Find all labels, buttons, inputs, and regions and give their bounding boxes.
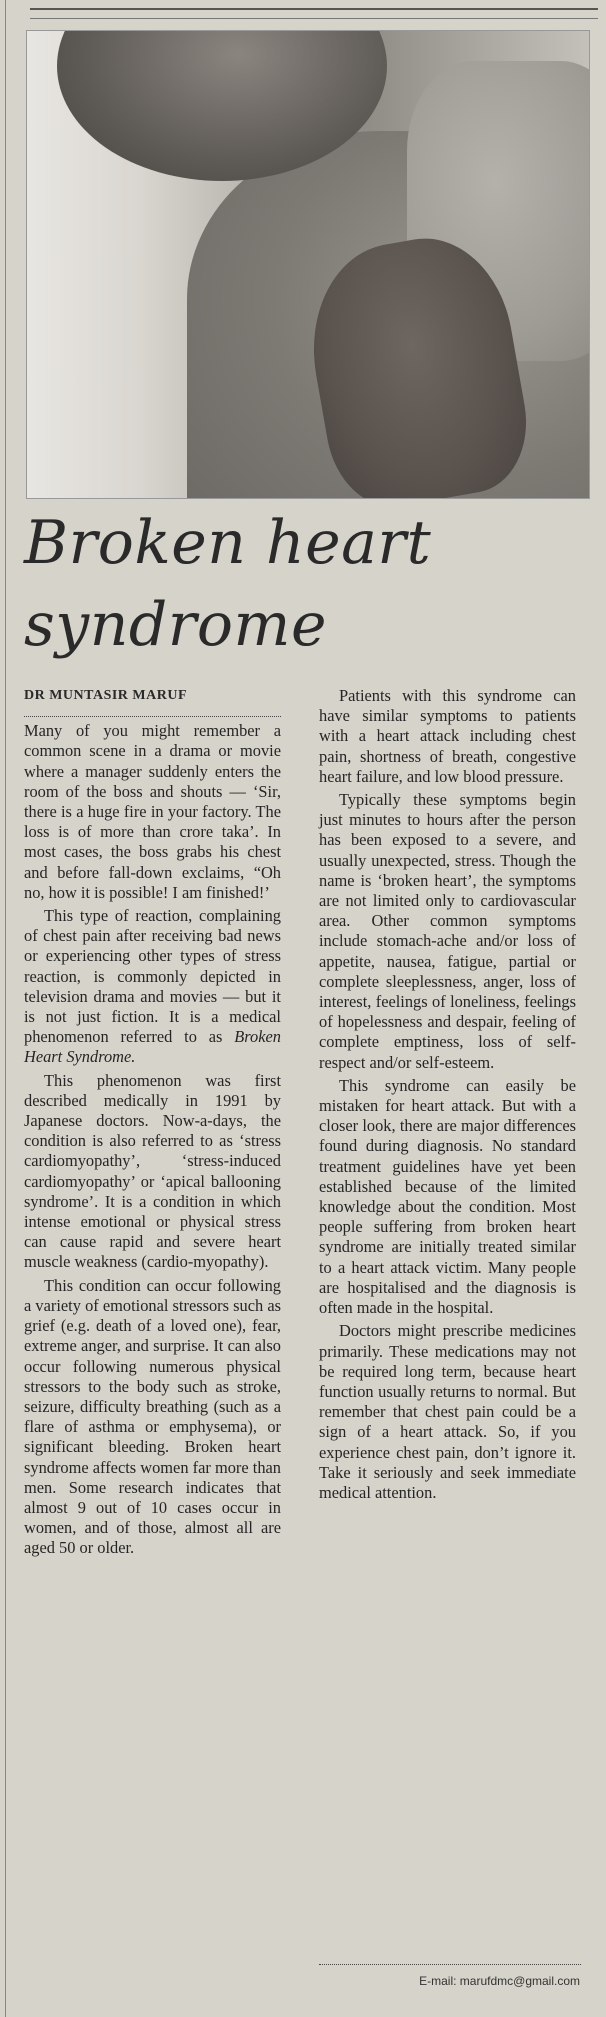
paragraph: Doctors might prescribe medicines primarily. These medications may not be required long term, because heart function usually returns to normal. But remember that chest pain could be a sign of a heart attack. So, if you experience chest pain, don’t ignore it. Take it seriously and seek immediate medical attention.: [319, 1321, 576, 1502]
article-photo: [26, 30, 590, 499]
paragraph: This condition can occur following a variety of emotional stressors such as grief (e.g. death of a loved one), fear, extreme anger, and surprise. It can also occur following numerous physical stressors to the body such as stroke, seizure, difficulty breathing (such as a flare of asthma or emphysema), or significant bleeding. Broken heart syndrome affects women far more than men. Some research indicates that almost 9 out of 10 cases occur in women, and of those, almost all are aged 50 or older.: [24, 1275, 281, 1558]
page-left-rule: [5, 0, 6, 2017]
page-top-rule-thin: [30, 18, 598, 19]
syndrome-name-italic: Broken Heart Syndrome.: [24, 1027, 281, 1067]
paragraph: This phenomenon was first described medically in 1991 by Japanese doctors. Now-a-days, the condition is also referred to as ‘stress cardiomyopathy’, ‘stress-induced cardiomyopathy’ or ‘apical ballooning syndrome’. It is a condition in which intense emotional or physical stress can cause rapid and severe heart muscle weakness (cardio-myopathy).: [24, 1070, 281, 1272]
author-email: E-mail: marufdmc@gmail.com: [419, 1974, 580, 1988]
article-column-left: [24, 686, 281, 1559]
paragraph: Typically these symptoms begin just minutes to hours after the person has been exposed to a severe, and usually unexpected, stress. Though the name is ‘broken heart’, the symptoms are not limited only to cardiovascular area. Other common symptoms include stomach-ache and/or loss of appetite, nausea, fatigue, partial or complete sleeplessness, anger, loss of interest, feelings of loneliness, feelings of hopelessness and despair, feeling of complete emptiness, loss of self-respect and/or self-esteem.: [319, 790, 576, 1072]
headline-line-2: syndrome: [24, 590, 327, 660]
page-top-rule: [30, 8, 598, 10]
paragraph: Many of you might remember a common scene in a drama or movie where a manager suddenly enters the room of the boss and shouts — ‘Sir, there is a huge fire in your factory. The loss is of more than crore taka’. In most cases, the boss grabs his chest and before fall-down exclaims, “Oh no, how it is possible! I am finished!’: [24, 721, 281, 902]
paragraph-text: This type of reaction, complaining of chest pain after receiving bad news or experiencing other types of stress reaction, is commonly depicted in television drama and movies — but it is not just fiction. It is a medical phenomenon referred to as: [24, 906, 281, 1047]
paragraph: Patients with this syndrome can have similar symptoms to patients with a heart attack including chest pain, shortness of breath, congestive heart failure, and low blood pressure.: [319, 686, 576, 786]
paragraph: [24, 906, 281, 1068]
email-divider: [319, 1964, 581, 1965]
article-headline: [24, 502, 584, 666]
article-column-right: [319, 686, 576, 1503]
headline-line-1: Broken heart: [24, 508, 432, 578]
paragraph: This syndrome can easily be mistaken for heart attack. But with a closer look, there are major differences found during diagnosis. No standard treatment guidelines have yet been established because of the limited knowledge about the condition. Most people suffering from broken heart syndrome are initially treated similar to a heart attack victim. Many people are hospitalised and the diagnosis is often made in the hospital.: [319, 1075, 576, 1318]
byline: DR MUNTASIR MARUF: [24, 686, 281, 717]
